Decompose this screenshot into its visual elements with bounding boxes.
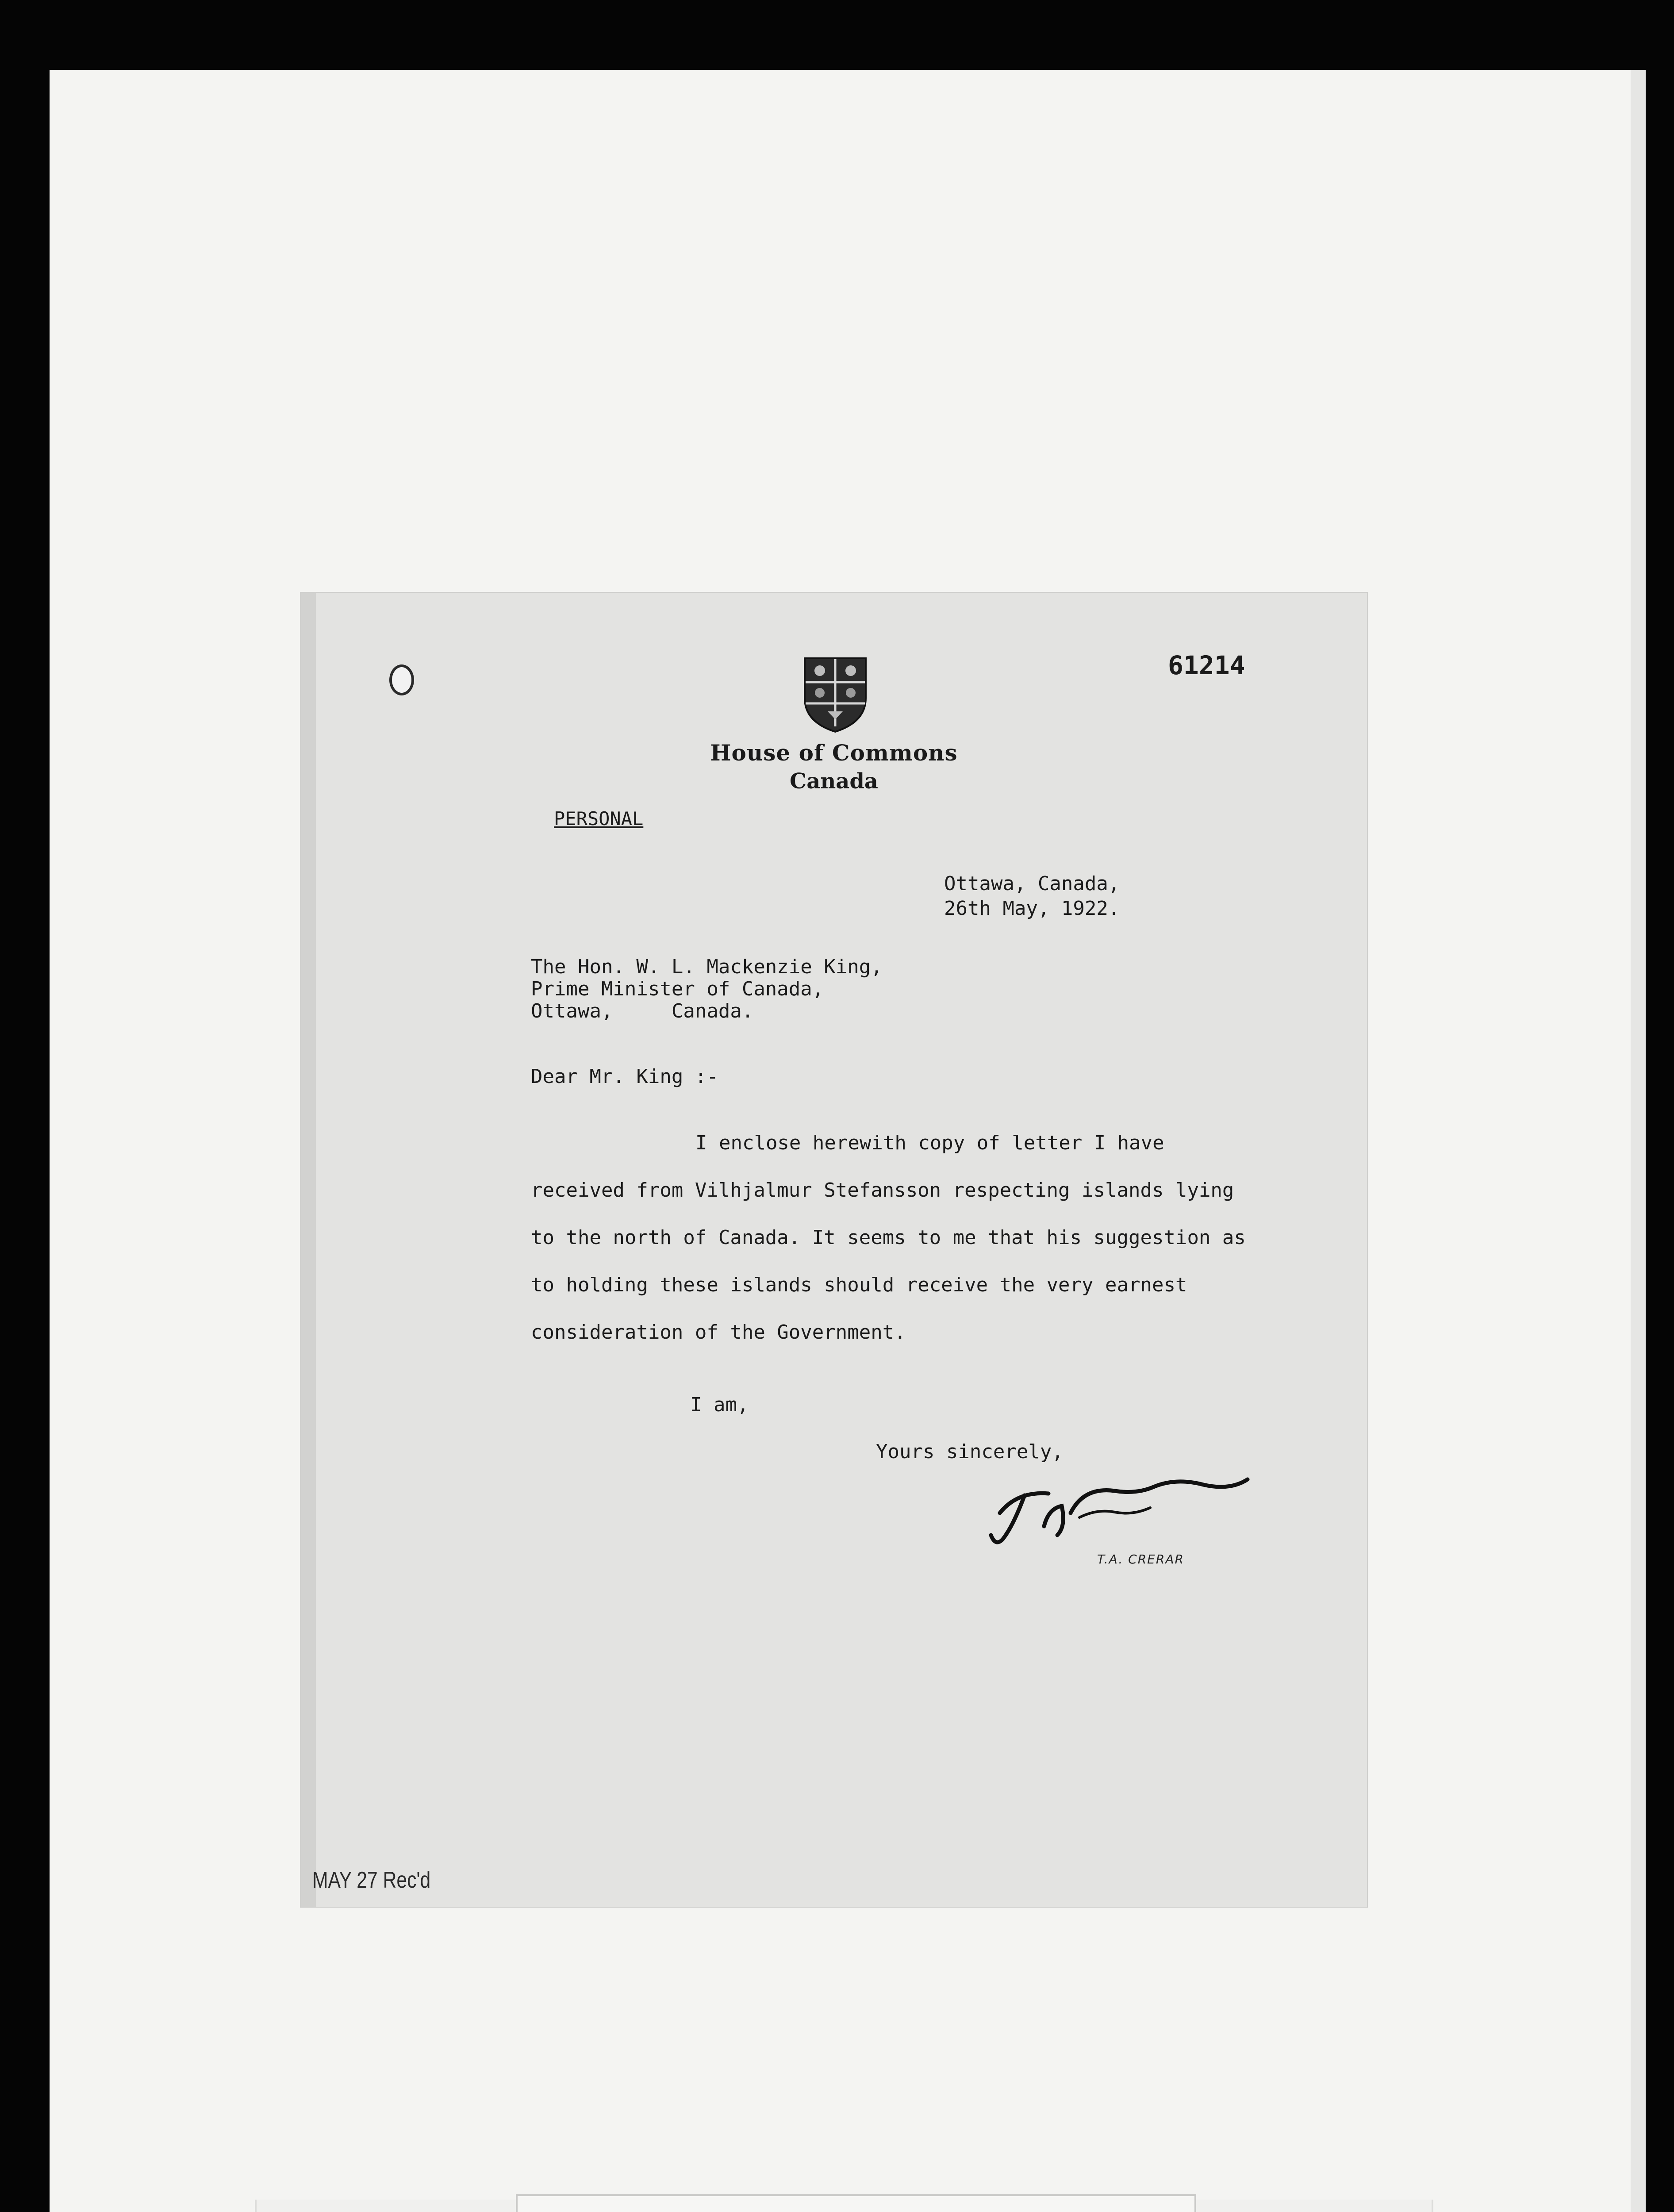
closing-line: I am, [690, 1394, 749, 1416]
personal-marking: PERSONAL [554, 808, 644, 830]
mount-card-edge [1631, 70, 1646, 2212]
salutation: Dear Mr. King :- [531, 1065, 718, 1088]
date: 26th May, 1922. [944, 897, 1120, 920]
recipient-title: Prime Minister of Canada, [531, 978, 824, 1000]
punch-hole [389, 664, 414, 695]
letterhead-title: House of Commons [710, 740, 958, 766]
letterhead-subtitle: Canada [790, 769, 878, 794]
handwritten-signature [982, 1460, 1256, 1553]
recipient-name: The Hon. W. L. Mackenzie King, [531, 956, 883, 978]
complimentary-close: Yours sincerely, [876, 1440, 1064, 1463]
collection-label [516, 2194, 1196, 2212]
letter-page [301, 593, 1367, 1907]
received-stamp: MAY 27 Rec'd [312, 1867, 431, 1893]
document-number: 61214 [1168, 650, 1245, 680]
recipient-location: Ottawa, Canada. [531, 1000, 754, 1022]
signatory-name: T.A. CRERAR [1097, 1552, 1184, 1567]
date-place: Ottawa, Canada, [944, 872, 1120, 895]
letter-body: I enclose herewith copy of letter I have received from Vilhjalmur Stefansson respecting islands lying to the north of Canada. It seems to me that his suggestion as to holding these islands should receive the very earnest consideration of the Government. [531, 1132, 1246, 1344]
coat-of-arms-icon [802, 656, 868, 733]
